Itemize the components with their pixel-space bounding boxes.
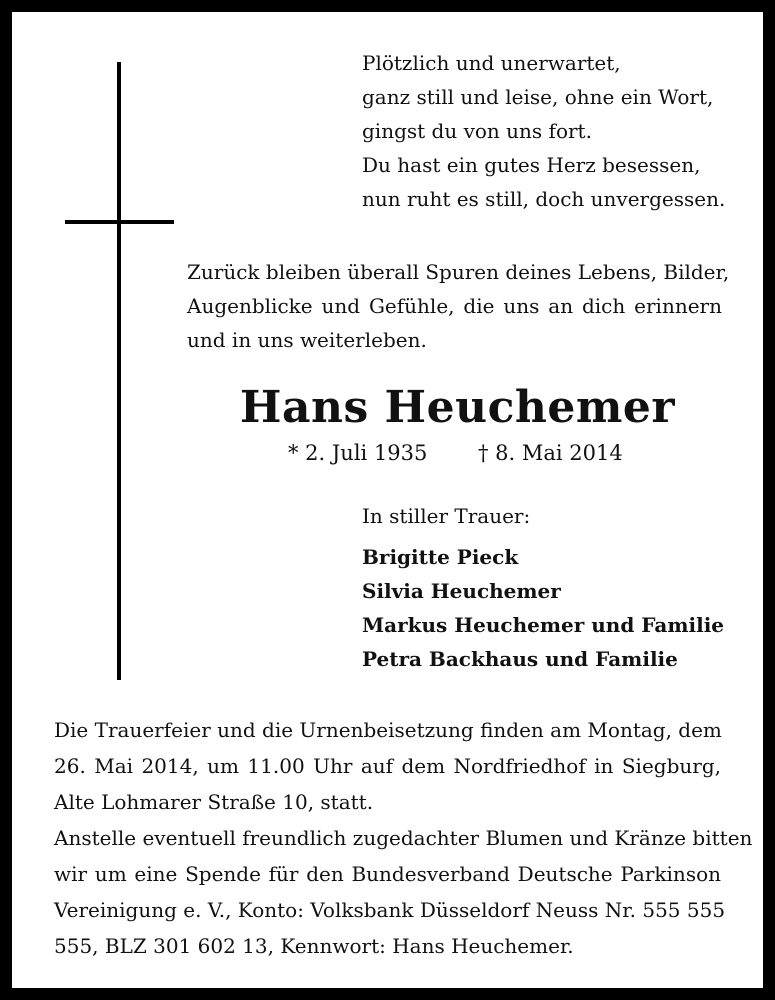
donation-line: Vereinigung e. V., Konto: Volksbank Düsseldorf Neuss Nr. 555 555	[54, 898, 726, 922]
paragraph-line: Augenblicke und Gefühle, die uns an dich erinnern	[187, 294, 722, 318]
mourner-name: Brigitte Pieck	[362, 545, 519, 569]
cross-icon-horizontal	[65, 220, 174, 224]
poem	[362, 46, 725, 216]
paragraph-line: und in uns weiterleben.	[187, 328, 427, 352]
deceased-name: Hans Heuchemer	[239, 382, 676, 433]
mourner-name: Petra Backhaus und Familie	[362, 647, 678, 671]
poem-line: Du hast ein gutes Herz besessen,	[362, 153, 701, 177]
poem-line: nun ruht es still, doch unvergessen.	[362, 187, 726, 211]
poem-line: Plötzlich und unerwartet,	[362, 51, 621, 75]
donation-notice	[54, 820, 753, 964]
service-line: 26. Mai 2014, um 11.00 Uhr auf dem Nordfriedhof in Siegburg,	[54, 754, 721, 778]
death-date: † 8. Mai 2014	[478, 441, 623, 465]
service-line: Die Trauerfeier und die Urnenbeisetzung finden am Montag, dem	[54, 718, 722, 742]
mourning-intro: In stiller Trauer:	[362, 504, 531, 528]
mourner-name: Silvia Heuchemer	[362, 579, 561, 603]
donation-line: Anstelle eventuell freundlich zugedachter Blumen und Kränze bitten	[54, 826, 753, 850]
service-notice	[54, 712, 721, 820]
poem-line: gingst du von uns fort.	[362, 119, 592, 143]
paragraph-line: Zurück bleiben überall Spuren deines Lebens, Bilder,	[187, 260, 730, 284]
cross-icon-vertical	[117, 62, 121, 680]
donation-line: 555, BLZ 301 602 13, Kennwort: Hans Heuchemer.	[54, 934, 574, 958]
poem-line: ganz still und leise, ohne ein Wort,	[362, 85, 714, 109]
birth-date: * 2. Juli 1935	[288, 441, 428, 465]
service-line: Alte Lohmarer Straße 10, statt.	[54, 790, 374, 814]
remembrance-paragraph	[187, 255, 730, 357]
donation-line: wir um eine Spende für den Bundesverband Deutsche Parkinson	[54, 862, 721, 886]
mourners-list	[362, 540, 724, 676]
mourner-name: Markus Heuchemer und Familie	[362, 613, 725, 637]
